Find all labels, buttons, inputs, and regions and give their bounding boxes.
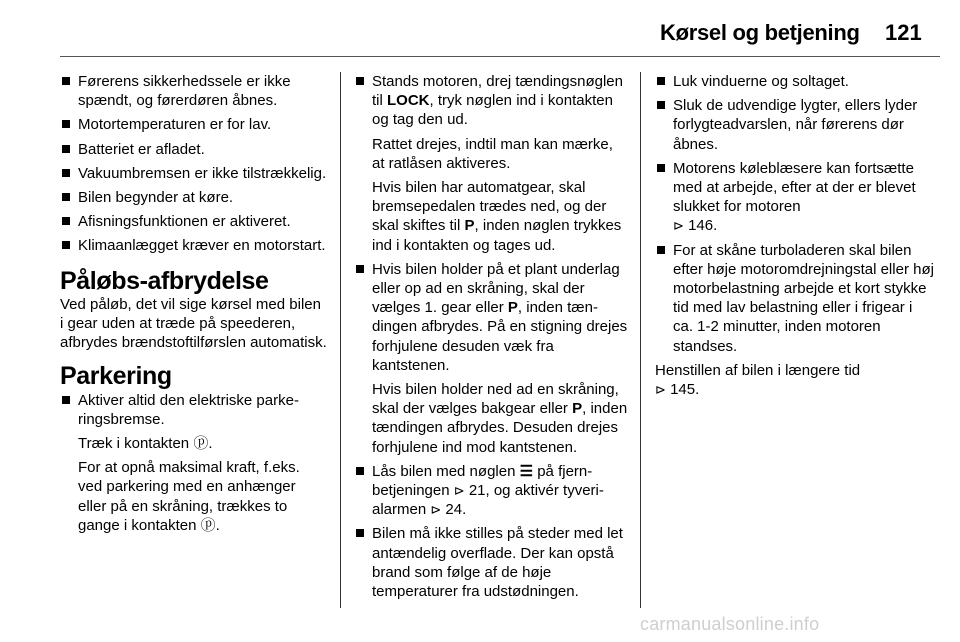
bullet-icon	[62, 241, 70, 249]
column-divider-2	[640, 72, 641, 608]
list-item: Afisningsfunktionen er aktiveret.	[60, 212, 328, 231]
column-3	[655, 72, 935, 404]
list-item: For at skåne turboladeren skal bilen efter høje motoromdrejningstal eller høj motorbelastning arbejde et kort stykke tid med lav belastning eller i frigear i ca. 1-2 minutter, inden motoren standses.	[655, 241, 935, 356]
bullet-icon	[62, 193, 70, 201]
column-divider-1	[340, 72, 341, 608]
paloebs-paragraph: Ved påløb, det vil sige kørsel med bilen i gear uden at træde på speederen, afbrydes brændstoftilførslen automatisk.	[60, 295, 327, 352]
column-2	[354, 72, 628, 606]
bullet-icon	[657, 164, 665, 172]
sub-paragraph: Hvis bilen holder ned ad en skråning, skal der vælges bakgear eller P, inden tændingen afbrydes. Desuden drejes forhjulene ind mod kantstenen.	[372, 381, 628, 456]
bullet-icon	[356, 265, 364, 273]
list-item: Klimaanlægget kræver en motorstart.	[60, 236, 328, 255]
sub-paragraph: Hvis bilen har automatgear, skal bremsepedalen trædes ned, og der skal skiftes til P, inden nøglen trykkes ind i kontakten og tages ud.	[372, 179, 622, 254]
bullet-icon	[62, 217, 70, 225]
list-item: Batteriet er afladet.	[60, 140, 328, 159]
list-item: Bilen må ikke stilles på steder med let antændelig overflade. Der kan opstå brand som følge af de høje temperaturer fra udstødningen.	[354, 524, 628, 601]
list-item: Lås bilen med nøglen ☰ på fjernbetjeningen ⊳ 21, og aktivér tyverialarmen ⊳ 24.	[354, 462, 628, 520]
list-item: Førerens sikkerhedssele er ikke spændt, og førerdøren åbnes.	[60, 72, 328, 110]
list-item: Motorens køleblæsere kan fortsætte med at arbejde, efter at der er blevet slukket for motoren ⊳ 146.	[655, 159, 935, 236]
sub-paragraph: For at opnå maksimal kraft, f.eks. ved parkering med en anhænger eller på en skråning, trækkes to gange i kontakten ⓟ.	[78, 459, 300, 534]
page-reference-icon: ⊳	[655, 382, 666, 398]
list-item: Hvis bilen holder på et plant underlag eller op ad en skråning, skal der vælges 1. gear eller P, inden tændingen afbrydes. På en stigning drejes forhjulene desuden væk fra kantstenen.	[354, 260, 628, 375]
bullet-icon	[62, 169, 70, 177]
gear-p-label: P	[507, 299, 518, 317]
bullet-icon	[657, 246, 665, 254]
page-reference-icon: ⊳	[453, 483, 465, 499]
lock-button-icon: ☰	[519, 462, 534, 480]
list-item: Stands motoren, drej tændingsnøglen til LOCK, tryk nøglen ind i kontakten og tag den ud.	[354, 72, 628, 130]
section-heading-paloebs: Påløbs-afbrydelse	[60, 266, 269, 295]
gear-p-label: P	[572, 400, 583, 418]
page-header	[0, 0, 960, 62]
bullet-icon	[356, 77, 364, 85]
list-item: Sluk de udvendige lygter, ellers lyder forlygteadvarslen, når førerens dør åbnes.	[655, 96, 935, 154]
sub-paragraph: Rattet drejes, indtil man kan mærke, at ratlåsen aktiveres.	[372, 135, 613, 172]
parking-brake-icon: ⓟ	[193, 435, 209, 453]
page-number: 121	[885, 20, 922, 45]
bullet-icon	[657, 77, 665, 85]
list-item: Aktiver altid den elektriske parkeringsbremse.	[60, 391, 328, 429]
lock-label: LOCK	[387, 92, 430, 110]
page-reference-icon: ⊳	[673, 218, 684, 234]
sub-paragraph: Træk i kontakten ⓟ.	[78, 435, 213, 453]
parking-brake-icon: ⓟ	[200, 516, 216, 534]
list-item: Vakuumbremsen er ikke tilstrækkelig.	[60, 164, 328, 183]
header-divider	[60, 56, 940, 57]
section-heading-parkering: Parkering	[60, 362, 172, 391]
bullet-icon	[356, 529, 364, 537]
list-item: Bilen begynder at køre.	[60, 188, 328, 207]
bullet-icon	[657, 101, 665, 109]
list-item: Motortemperaturen er for lav.	[60, 115, 328, 134]
bullet-icon	[356, 467, 364, 475]
gear-p-label: P	[464, 217, 475, 235]
watermark: carmanualsonline.info	[640, 614, 820, 634]
bullet-icon	[62, 145, 70, 153]
page-reference-icon: ⊳	[430, 502, 442, 518]
column-1	[60, 72, 328, 540]
storage-paragraph: Henstillen af bilen i længere tid ⊳ 145.	[655, 361, 861, 399]
bullet-icon	[62, 77, 70, 85]
list-item: Luk vinduerne og soltaget.	[655, 72, 935, 91]
page-title: Kørsel og betjening	[660, 20, 860, 45]
bullet-icon	[62, 396, 70, 404]
bullet-icon	[62, 120, 70, 128]
